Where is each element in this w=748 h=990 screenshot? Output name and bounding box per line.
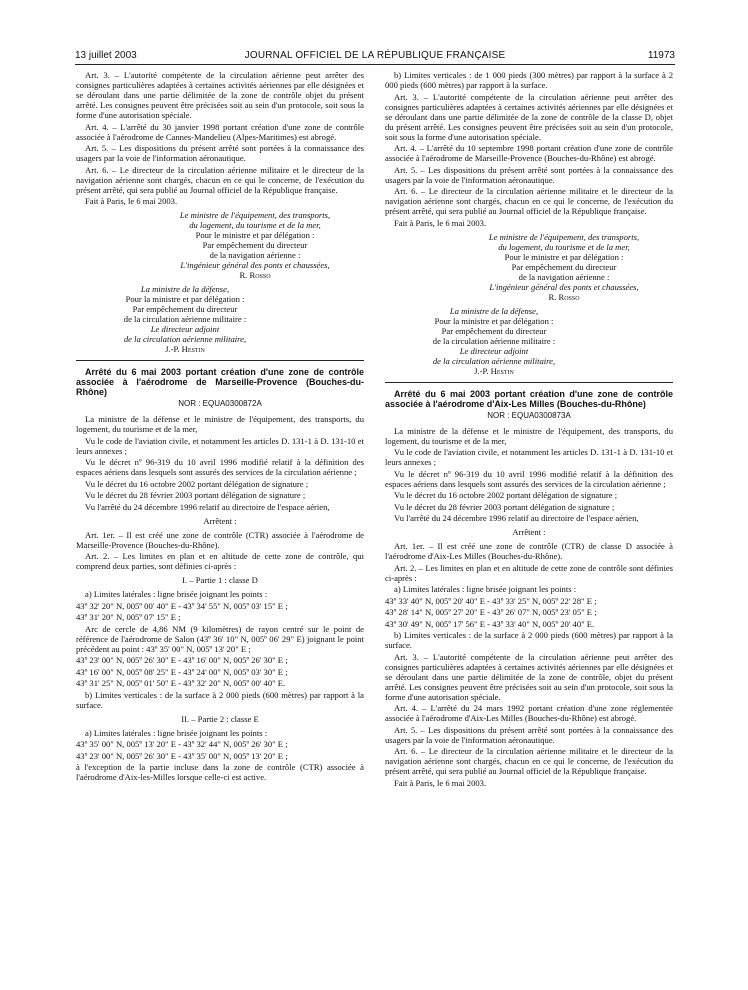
signature-line: Le ministre de l'équipement, des transports, bbox=[179, 210, 331, 220]
vu-paragraph: Vu le code de l'aviation civile, et notamment les articles D. 131-1 à D. 131-10 et leurs annexes ; bbox=[385, 447, 673, 467]
limits-paragraph: a) Limites latérales : ligne brisée joignant les points : bbox=[85, 589, 268, 599]
signatory-name: R. Rosso bbox=[239, 270, 271, 280]
arretent-heading: Arrêtent : bbox=[203, 515, 237, 526]
limits-paragraph: b) Limites verticales : de 1 000 pieds (300 mètres) par rapport à la surface à 2 000 pieds (600 mètres) par rapport à la surface. bbox=[385, 70, 673, 90]
coordinate-line: 43º 35' 00" N, 005º 13' 20" E - 43º 32' 44" N, 005º 26' 30" E ; bbox=[76, 739, 288, 749]
header-date: 13 juillet 2003 bbox=[75, 50, 137, 61]
signature-line: Par empêchement du directeur bbox=[441, 325, 547, 336]
article-paragraph: Art. 5. – Les dispositions du présent arrêté sont portées à la connaissance des usagers par la voie de l'information aéronautique. bbox=[76, 143, 364, 163]
signature-line: L'ingénieur général des ponts et chaussées, bbox=[180, 260, 330, 270]
article-paragraph: Art. 6. – Le directeur de la circulation aérienne militaire et le directeur de la navigation aérienne sont chargés, chacun en ce qui le concerne, de l'exécution du présent arrêté, qui sera publié au Journal officiel de la République française. bbox=[385, 746, 673, 776]
header-page-number: 11973 bbox=[647, 50, 675, 61]
article-paragraph: Art. 5. – Les dispositions du présent arrêté sont portées à la connaissance des usagers par la voie de l'information aéronautique. bbox=[385, 164, 673, 185]
vu-paragraph: Vu l'arrêté du 24 décembre 1996 relatif au directoire de l'espace aérien, bbox=[394, 513, 639, 523]
intro-paragraph: La ministre de la défense et le ministre de l'équipement, des transports, du logement, du tourisme et de la mer, bbox=[76, 414, 364, 434]
signature-line: Pour la ministre et par délégation : bbox=[125, 294, 245, 304]
article-paragraph: Art. 1er. – Il est créé une zone de contrôle (CTR) associée à l'aérodrome de Marseille-Provence (Bouches-du-Rhône). bbox=[76, 529, 364, 550]
vu-paragraph: Vu l'arrêté du 24 décembre 1996 relatif au directoire de l'espace aérien, bbox=[85, 501, 330, 512]
signature-block-equipment bbox=[76, 210, 364, 280]
signature-block-equipment bbox=[385, 232, 673, 302]
decree-title: Arrêté du 6 mai 2003 portant création d'une zone de contrôle associée à l'aérodrome de Marseille-Provence (Bouches-du-Rhône) bbox=[76, 367, 364, 397]
coordinate-line: 43º 33' 40" N, 005º 20' 40" E - 43º 33' 25" N, 005º 22' 28" E ; bbox=[385, 595, 597, 606]
signature-line: de la circulation aérienne militaire : bbox=[432, 335, 556, 346]
done-at-line: Fait à Paris, le 6 mai 2003. bbox=[85, 196, 178, 206]
part-heading: II. – Partie 2 : classe E bbox=[181, 713, 259, 724]
signature-line: Par empêchement du directeur bbox=[132, 304, 238, 314]
coordinate-line: 43º 16' 00" N, 005º 08' 25" E - 43º 24' 00" N, 005º 03' 30" E ; bbox=[76, 666, 288, 677]
part-heading: I. – Partie 1 : classe D bbox=[182, 575, 258, 585]
nor-reference: NOR : EQUA0300873A bbox=[487, 410, 571, 420]
signature-line: de la navigation aérienne : bbox=[209, 250, 301, 260]
coordinate-line: 43º 30' 49" N, 005º 17' 56" E - 43º 33' 40" N, 005º 20' 40" E. bbox=[385, 618, 595, 629]
article-paragraph: Art. 1er. – Il est créé une zone de contrôle (CTR) de classe D associée à l'aérodrome d'Aix-Les Milles (Bouches-du-Rhône). bbox=[385, 541, 673, 561]
coordinate-line: 43º 31' 25" N, 005º 01' 50" E - 43º 32' 20" N, 005º 00' 40" E. bbox=[76, 678, 286, 688]
signatory-name: J.-P. Hestin bbox=[474, 365, 514, 376]
signature-line: La ministre de la défense, bbox=[449, 305, 539, 316]
vu-paragraph: Vu le décret nº 96-319 du 10 avril 1996 modifié relatif à la définition des espaces aériens dans lesquels sont assurés des services de la circulation aérienne ; bbox=[385, 468, 673, 489]
article-paragraph: Art. 5. – Les dispositions du présent arrêté sont portées à la connaissance des usagers par la voie de l'information aéronautique. bbox=[385, 724, 673, 745]
article-paragraph: Art. 3. – L'autorité compétente de la circulation aérienne peut arrêter des consignes particulières adaptées à certaines activités aériennes par elle désignées et se déroulant dans une partie délimitée de la zone de contrôle, objet du présent arrêté. Les consignes peuvent être précisées soit au sein d'un protocole, soit sous la forme d'une autorisation spéciale. bbox=[385, 651, 673, 702]
signature-line: de la circulation aérienne militaire, bbox=[432, 355, 556, 366]
limits-paragraph: a) Limites latérales : ligne brisée joignant les points : bbox=[85, 727, 268, 738]
limits-paragraph: b) Limites verticales : de la surface à 2 000 pieds (600 mètres) par rapport à la surface. bbox=[76, 689, 364, 710]
article-paragraph: Art. 6. – Le directeur de la circulation aérienne militaire et le directeur de la navigation aérienne sont chargés, chacun en ce qui le concerne, de l'exécution du présent arrêté, qui sera publié au Journal officiel de la République française. bbox=[385, 186, 673, 216]
page-header bbox=[75, 50, 675, 64]
coordinate-line: 43º 28' 14" N, 005º 27' 20" E - 43º 26' 07" N, 005º 23' 05" E ; bbox=[385, 607, 597, 617]
article-paragraph: Art. 4. – L'arrêté du 10 septembre 1998 portant création d'une zone de contrôle associée à l'aérodrome de Marseille-Provence (Bouches-du-Rhône) est abrogé. bbox=[385, 143, 673, 163]
signature-line: de la navigation aérienne : bbox=[518, 271, 610, 282]
section-divider bbox=[76, 360, 364, 361]
section-divider bbox=[385, 382, 673, 383]
vu-paragraph: Vu le décret du 16 octobre 2002 portant délégation de signature ; bbox=[85, 478, 309, 489]
exception-paragraph: à l'exception de la partie incluse dans la zone de contrôle (CTR) associée à l'aérodrome d'Aix-les-Milles lorsque celle-ci est active. bbox=[76, 762, 364, 782]
arretent-heading: Arrêtent : bbox=[512, 527, 546, 537]
decree-title: Arrêté du 6 mai 2003 portant création d'une zone de contrôle associée à l'aérodrome d'Aix-Les Milles (Bouches-du-Rhône) bbox=[385, 388, 673, 409]
signature-line: Le directeur adjoint bbox=[150, 324, 220, 334]
header-journal-title: JOURNAL OFFICIEL DE LA RÉPUBLIQUE FRANÇAISE bbox=[244, 50, 506, 61]
signature-block-defense bbox=[76, 284, 364, 354]
done-at-line: Fait à Paris, le 6 mai 2003. bbox=[394, 217, 487, 228]
nor-reference: NOR : EQUA0300872A bbox=[178, 399, 262, 408]
vu-paragraph: Vu le code de l'aviation civile, et notamment les articles D. 131-1 à D. 131-10 et leurs annexes ; bbox=[76, 435, 364, 456]
coordinate-line: 43º 31' 20" N, 005º 07' 15" E ; bbox=[76, 612, 181, 622]
limits-paragraph: a) Limites latérales : ligne brisée joignant les points : bbox=[394, 584, 577, 594]
right-column bbox=[385, 70, 673, 789]
article-paragraph: Art. 3. – L'autorité compétente de la circulation aérienne peut arrêter des consignes particulières adaptées à certaines activités aériennes par elle désignées et se déroulant dans une partie délimitée de la zone de contrôle objet du présent arrêté. Les consignes peuvent être précisées soit au sein d'un protocole, soit sous la forme d'une autorisation spéciale. bbox=[76, 70, 364, 120]
header-rule bbox=[75, 64, 675, 65]
signature-line: Le directeur adjoint bbox=[459, 345, 529, 356]
coordinate-line: 43º 23' 00" N, 005º 26' 30" E - 43º 16' 00" N, 005º 26' 30" E ; bbox=[76, 655, 288, 665]
signature-line: de la circulation aérienne militaire, bbox=[123, 334, 247, 344]
signatory-name: J.-P. Hestin bbox=[165, 344, 205, 354]
arc-paragraph: Arc de cercle de 4,86 NM (9 kilomètres) de rayon centré sur le point de référence de l'aérodrome de Salon (43º 36' 10" N, 005º 06' 29" E) joignant le point précédent au point : 43º 35' 00" N, 005º 13' 20" E ; bbox=[76, 623, 364, 654]
signature-line: du logement, du tourisme et de la mer, bbox=[498, 241, 630, 252]
intro-paragraph: La ministre de la défense et le ministre de l'équipement, des transports, du logement, du tourisme et de la mer, bbox=[385, 425, 673, 446]
signature-line: Le ministre de l'équipement, des transports, bbox=[488, 231, 640, 242]
signature-line: du logement, du tourisme et de la mer, bbox=[189, 220, 321, 230]
article-paragraph: Art. 4. – L'arrêté du 24 mars 1992 portant création d'une zone réglementée associée à l'aérodrome d'Aix-Les Milles (Bouches-du-Rhône) est abrogé. bbox=[385, 703, 673, 723]
signature-line: La ministre de la défense, bbox=[140, 284, 230, 294]
article-paragraph: Art. 6. – Le directeur de la circulation aérienne militaire et le directeur de la navigation aérienne sont chargés, chacun en ce qui le concerne, de l'exécution du présent arrêté, qui sera publié au Journal officiel de la République française. bbox=[76, 164, 364, 195]
signature-line: de la circulation aérienne militaire : bbox=[123, 314, 247, 324]
article-paragraph: Art. 3. – L'autorité compétente de la circulation aérienne peut arrêter des consignes particulières adaptées à certaines activités aériennes par elle désignées et se déroulant dans une partie délimitée de la zone de contrôle de la classe D, objet du présent arrêté. Les consignes peuvent être précisées soit au sein d'un protocole, soit sous la forme d'une autorisation spéciale. bbox=[385, 91, 673, 142]
vu-paragraph: Vu le décret nº 96-319 du 10 avril 1996 modifié relatif à la définition des espaces aériens dans lesquels sont assurés des services de la circulation aérienne ; bbox=[76, 457, 364, 477]
signature-block-defense bbox=[385, 306, 673, 376]
article-paragraph: Art. 4. – L'arrêté du 30 janvier 1998 portant création d'une zone de contrôle associée à l'aérodrome de Cannes-Mandelieu (Alpes-Maritimes) est abrogé. bbox=[76, 121, 364, 142]
signatory-name: R. Rosso bbox=[548, 291, 580, 302]
signature-line: L'ingénieur général des ponts et chaussées, bbox=[489, 281, 639, 292]
left-column bbox=[76, 70, 364, 784]
vu-paragraph: Vu le décret du 16 octobre 2002 portant délégation de signature ; bbox=[394, 490, 618, 500]
article-paragraph: Art. 2. – Les limites en plan et en altitude de cette zone de contrôle sont définies ci-après : bbox=[385, 562, 673, 583]
coordinate-line: 43º 32' 20" N, 005º 00' 40" E - 43º 34' 55" N, 005º 03' 15" E ; bbox=[76, 600, 288, 611]
done-at-line: Fait à Paris, le 6 mai 2003. bbox=[394, 777, 487, 788]
coordinate-line: 43º 23' 00" N, 005º 26' 30" E - 43º 35' 00" N, 005º 13' 20" E ; bbox=[76, 750, 288, 761]
vu-paragraph: Vu le décret du 28 février 2003 portant délégation de signature ; bbox=[394, 501, 615, 512]
signature-line: Pour le ministre et par délégation : bbox=[504, 251, 624, 262]
signature-line: Par empêchement du directeur bbox=[511, 261, 617, 272]
signature-line: Par empêchement du directeur bbox=[202, 240, 308, 250]
vu-paragraph: Vu le décret du 28 février 2003 portant délégation de signature ; bbox=[85, 490, 306, 500]
limits-paragraph: b) Limites verticales : de la surface à 2 000 pieds (600 mètres) par rapport à la surface. bbox=[385, 630, 673, 650]
article-paragraph: Art. 2. – Les limites en plan et en altitude de cette zone de contrôle, qui comprend deux parties, sont définies ci-après : bbox=[76, 551, 364, 571]
signature-line: Pour le ministre et par délégation : bbox=[195, 230, 315, 240]
signature-line: Pour la ministre et par délégation : bbox=[434, 315, 554, 326]
